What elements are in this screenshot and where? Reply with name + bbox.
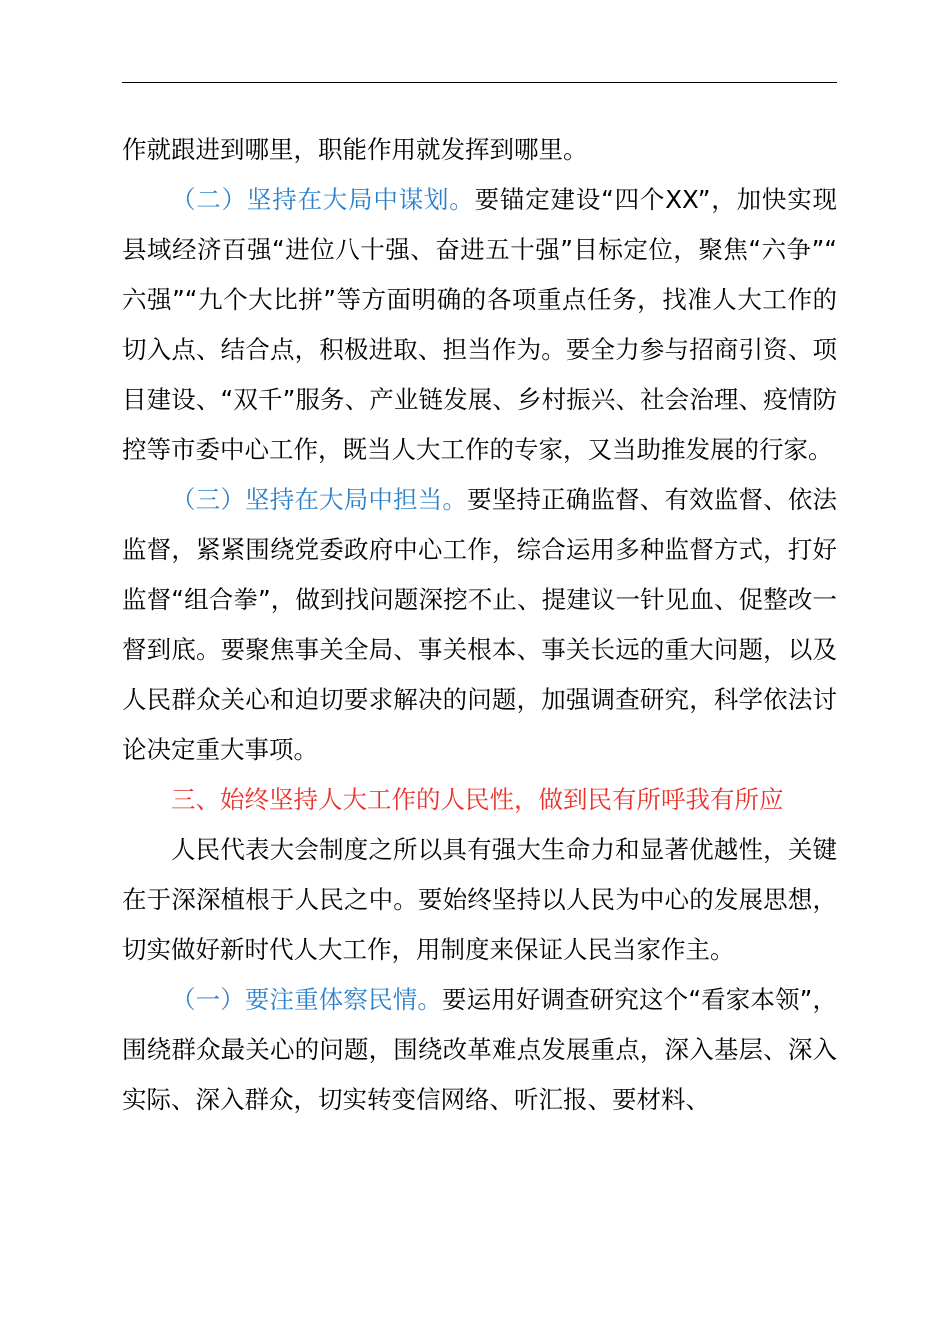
paragraph-subsection-1 (122, 975, 837, 1125)
paragraph-text: 人民代表大会制度之所以具有强大生命力和显著优越性，关键在于深深植根于人民之中。要始终坚持以人民为中心的发展思想，切实做好新时代人大工作，用制度来保证人民当家作主。 (122, 835, 837, 964)
subsection-lead: （一）要注重体察民情。 (171, 985, 442, 1014)
paragraph-text: 要坚持正确监督、有效监督、依法监督，紧紧围绕党委政府中心工作，综合运用多种监督方式，打好监督“组合拳”，做到找问题深挖不止、提建议一针见血、促整改一督到底。要聚焦事关全局、事关根本、事关长远的重大问题，以及人民群众关心和迫切要求解决的问题，加强调查研究，科学依法讨论决定重大事项。 (122, 485, 837, 764)
paragraph-subsection-3 (122, 475, 837, 775)
paragraph-continuation (122, 125, 837, 175)
section-heading-text: 三、始终坚持人大工作的人民性，做到民有所呼我有所应 (171, 785, 784, 814)
paragraph-text: 作就跟进到哪里，职能作用就发挥到哪里。 (122, 135, 588, 164)
paragraph-text: 要运用好调查研究这个“看家本领”，围绕群众最关心的问题，围绕改革难点发展重点，深入基层、深入实际、深入群众，切实转变信网络、听汇报、要材料、 (122, 985, 838, 1114)
paragraph-subsection-2 (122, 175, 837, 475)
section-heading-3 (122, 775, 837, 825)
paragraph-body (122, 825, 837, 975)
document-body (122, 125, 837, 1125)
paragraph-text: 要锚定建设“四个XX”，加快实现县域经济百强“进位八十强、奋进五十强”目标定位，聚焦“六争”“六强”“九个大比拼”等方面明确的各项重点任务，找准人大工作的切入点、结合点，积极进取、担当作为。要全力参与招商引资、项目建设、“双千”服务、产业链发展、乡村振兴、社会治理、疫情防控等市委中心工作，既当人大工作的专家，又当助推发展的行家。 (122, 185, 838, 464)
header-rule (122, 82, 837, 83)
subsection-lead: （三）坚持在大局中担当。 (171, 485, 468, 514)
subsection-lead: （二）坚持在大局中谋划。 (171, 185, 475, 214)
